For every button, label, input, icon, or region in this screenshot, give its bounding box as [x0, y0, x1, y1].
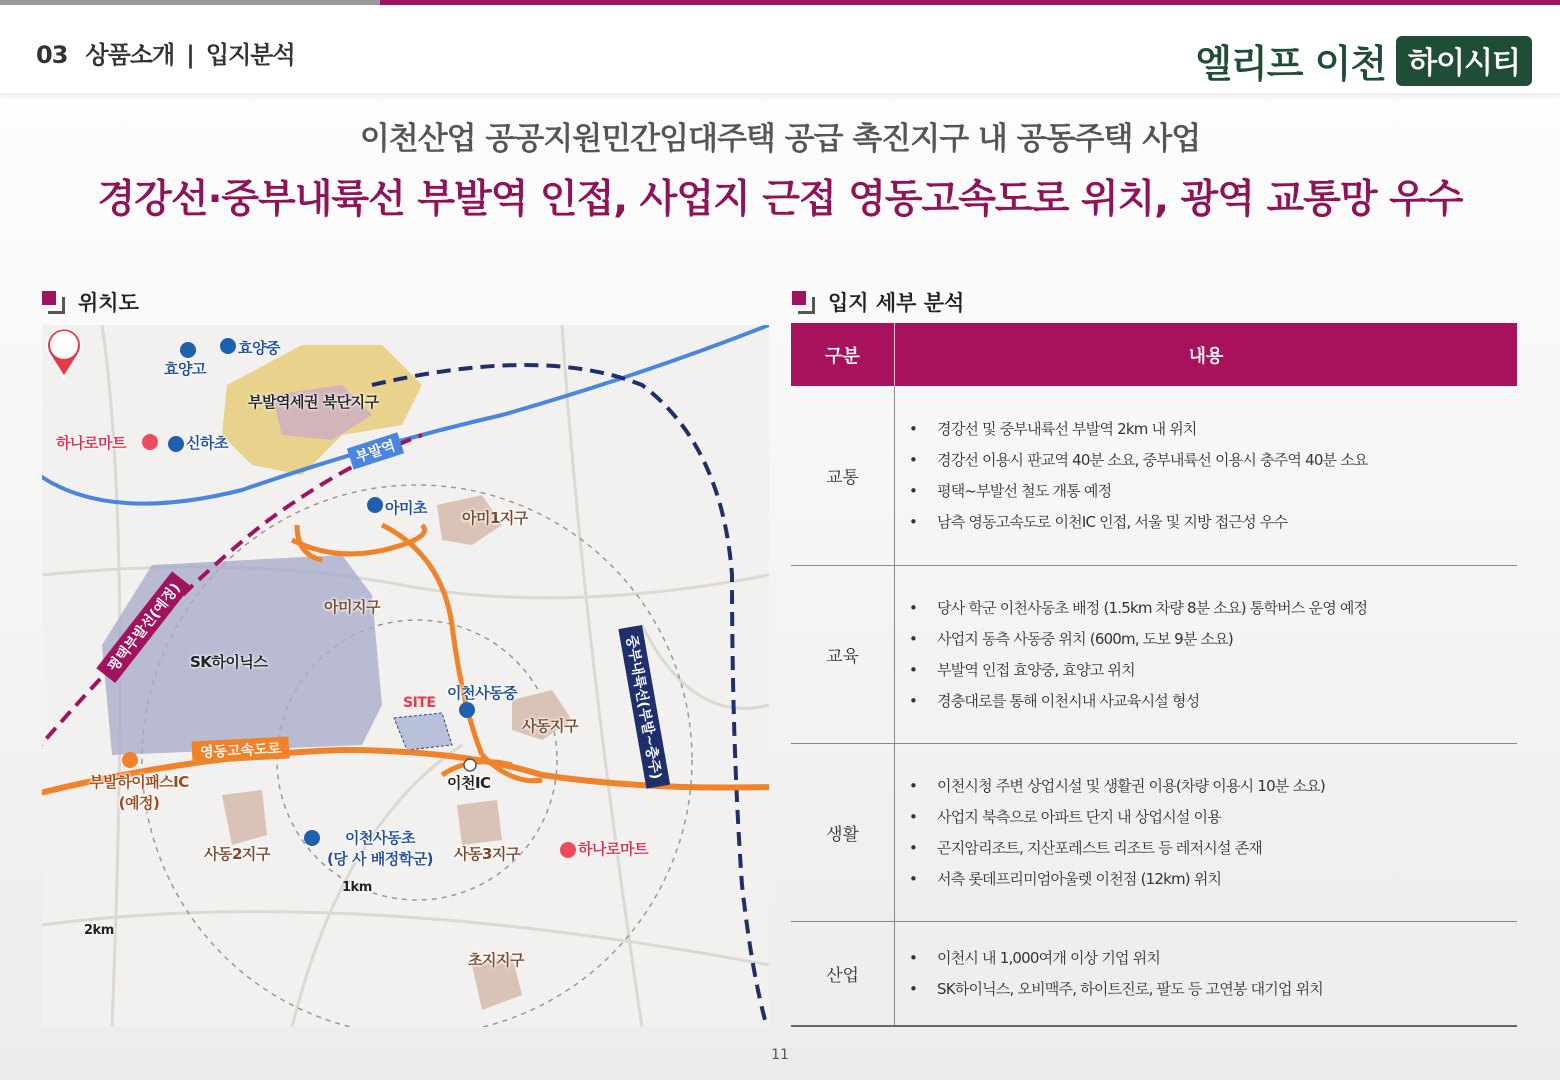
- section-separator: |: [186, 41, 194, 69]
- sadong2-label: 사동2지구: [204, 845, 270, 863]
- row-category: 생활: [791, 744, 895, 921]
- hanaro-mart-2-label: 하나로마트: [578, 840, 648, 858]
- site-parcel: [394, 713, 452, 750]
- bubal-hipass-label: [74, 771, 204, 813]
- ami-elem-dot: [367, 497, 383, 513]
- row-category: 교통: [791, 386, 895, 565]
- row-item: • 평택~부발선 철도 개통 예정: [909, 476, 1517, 507]
- bubal-hipass-name: 부발하이패스IC: [89, 773, 189, 791]
- hanaro-mart-1-label: 하나로마트: [56, 434, 126, 452]
- yeongdong-expressway-label: 영동고속도로: [191, 736, 289, 763]
- section-label: [36, 35, 295, 70]
- sadong3-label: 사동3지구: [454, 845, 520, 863]
- row-item: • 경강선 이용시 판교역 40분 소요, 중부내륙선 이용시 충주역 40분 소요: [909, 445, 1517, 476]
- row-category: 교육: [791, 566, 895, 743]
- sadong-label: 사동지구: [522, 717, 578, 735]
- location-map: [42, 325, 769, 1027]
- sadong3-district: [457, 800, 502, 845]
- row-item: • 곤지암리조트, 지산포레스트 리조트 등 레저시설 존재: [909, 833, 1517, 864]
- sinha-elem-label: 신하초: [186, 434, 228, 452]
- analysis-table: [791, 323, 1517, 1027]
- icheon-sadong-mid-dot: [459, 702, 475, 718]
- row-item: • 경충대로를 통해 이천시내 사교육시설 형성: [909, 686, 1517, 717]
- row-item: • 경강선 및 중부내륙선 부발역 2km 내 위치: [909, 414, 1517, 445]
- ami1-label: 아미1지구: [462, 509, 528, 527]
- ami-label: 아미지구: [324, 598, 380, 616]
- hanaro-mart-1-dot: [142, 434, 158, 450]
- section-mark-icon: [792, 291, 814, 313]
- analysis-heading: [792, 287, 964, 317]
- bubal-hipass-dot: [122, 752, 138, 768]
- section-name: 상품소개: [85, 41, 175, 69]
- map-graphics: [42, 325, 769, 1027]
- row-item: • 남측 영동고속도로 이천IC 인접, 서울 및 지방 접근성 우수: [909, 507, 1517, 538]
- analysis-heading-text: 입지 세부 분석: [828, 291, 965, 315]
- hyoyang-mid-dot: [220, 338, 236, 354]
- map-heading: [42, 287, 139, 317]
- jungbu-line-label: 중부내륙선(부발~충주): [618, 625, 670, 789]
- choji-label: 초지지구: [468, 951, 524, 969]
- row-item: • SK하이닉스, 오비맥주, 하이트진로, 팔도 등 고연봉 대기업 위치: [909, 974, 1517, 1005]
- hyoyang-high-dot: [180, 342, 196, 358]
- row-item: • 이천시청 주변 상업시설 및 생활권 이용(차량 이용시 10분 소요): [909, 771, 1517, 802]
- page-subtitle: 이천산업 공공지원민간임대주택 공급 촉진지구 내 공동주택 사업: [359, 121, 1201, 157]
- row-item: • 사업지 북측으로 아파트 단지 내 상업시설 이용: [909, 802, 1517, 833]
- row-item: • 서측 롯데프리미엄아울렛 이천점 (12km) 위치: [909, 864, 1517, 895]
- bubal-north-label: 부발역세권 북단지구: [248, 393, 379, 411]
- header-category: 구분: [791, 323, 895, 386]
- section-number: 03: [36, 41, 68, 69]
- section-mark-icon: [42, 291, 64, 313]
- header-content: 내용: [1188, 345, 1224, 367]
- radius-2km-label: 2km: [84, 923, 114, 938]
- hyoyang-high-label: 효양고: [164, 360, 206, 378]
- radius-1km-label: 1km: [342, 880, 372, 895]
- table-row-education: [791, 566, 1517, 744]
- subsection-name: 입지분석: [205, 41, 295, 69]
- page-title: 경강선·중부내륙선 부발역 인접, 사업지 근접 영동고속도로 위치, 광역 교통망 우수: [97, 177, 1463, 222]
- table-header: [791, 323, 1517, 386]
- row-item: • 부발역 인접 효양중, 효양고 위치: [909, 655, 1517, 686]
- pyeongtaek-line-label: 평택부발선(예정): [96, 571, 191, 683]
- table-row-living: [791, 744, 1517, 922]
- hanaro-mart-2-dot: [560, 842, 576, 858]
- hyoyang-mid-label: 효양중: [238, 339, 280, 357]
- bubal-station-label: 부발역: [347, 432, 404, 469]
- header: [0, 5, 1560, 93]
- icheon-sadong-elem-label: [310, 827, 450, 869]
- sk-hynix-label: SK하이닉스: [190, 653, 268, 671]
- site-label: SITE: [403, 695, 436, 711]
- ami-elem-label: 아미초: [385, 499, 427, 517]
- row-item: • 사업지 동측 사동중 위치 (600m, 도보 9분 소요): [909, 624, 1517, 655]
- icheon-ic-marker: [464, 759, 476, 771]
- icheon-ic-label: 이천IC: [447, 774, 491, 792]
- row-item: • 당사 학군 이천사동초 배정 (1.5km 차량 8분 소요) 통학버스 운영 예정: [909, 593, 1517, 624]
- sinha-elem-dot: [168, 436, 184, 452]
- table-row-transport: [791, 386, 1517, 566]
- brand-name: 엘리프 이천: [1195, 42, 1387, 86]
- table-row-industry: [791, 922, 1517, 1027]
- brand-badge: 하이시티: [1396, 36, 1532, 86]
- icheon-sadong-mid-label: 이천사동중: [447, 684, 517, 702]
- page-number: 11: [771, 1047, 789, 1063]
- row-item: • 이천시 내 1,000여개 이상 기업 위치: [909, 943, 1517, 974]
- brand-logo: [1195, 33, 1532, 88]
- site-pin-icon: [42, 325, 86, 379]
- map-heading-text: 위치도: [78, 291, 139, 315]
- icheon-sadong-elem-name: 이천사동초: [345, 829, 415, 847]
- sadong2-district: [222, 790, 267, 845]
- icheon-sadong-elem-sub: (당 사 배정학군): [326, 850, 434, 868]
- row-category: 산업: [791, 922, 895, 1025]
- bubal-hipass-sub: (예정): [118, 794, 160, 812]
